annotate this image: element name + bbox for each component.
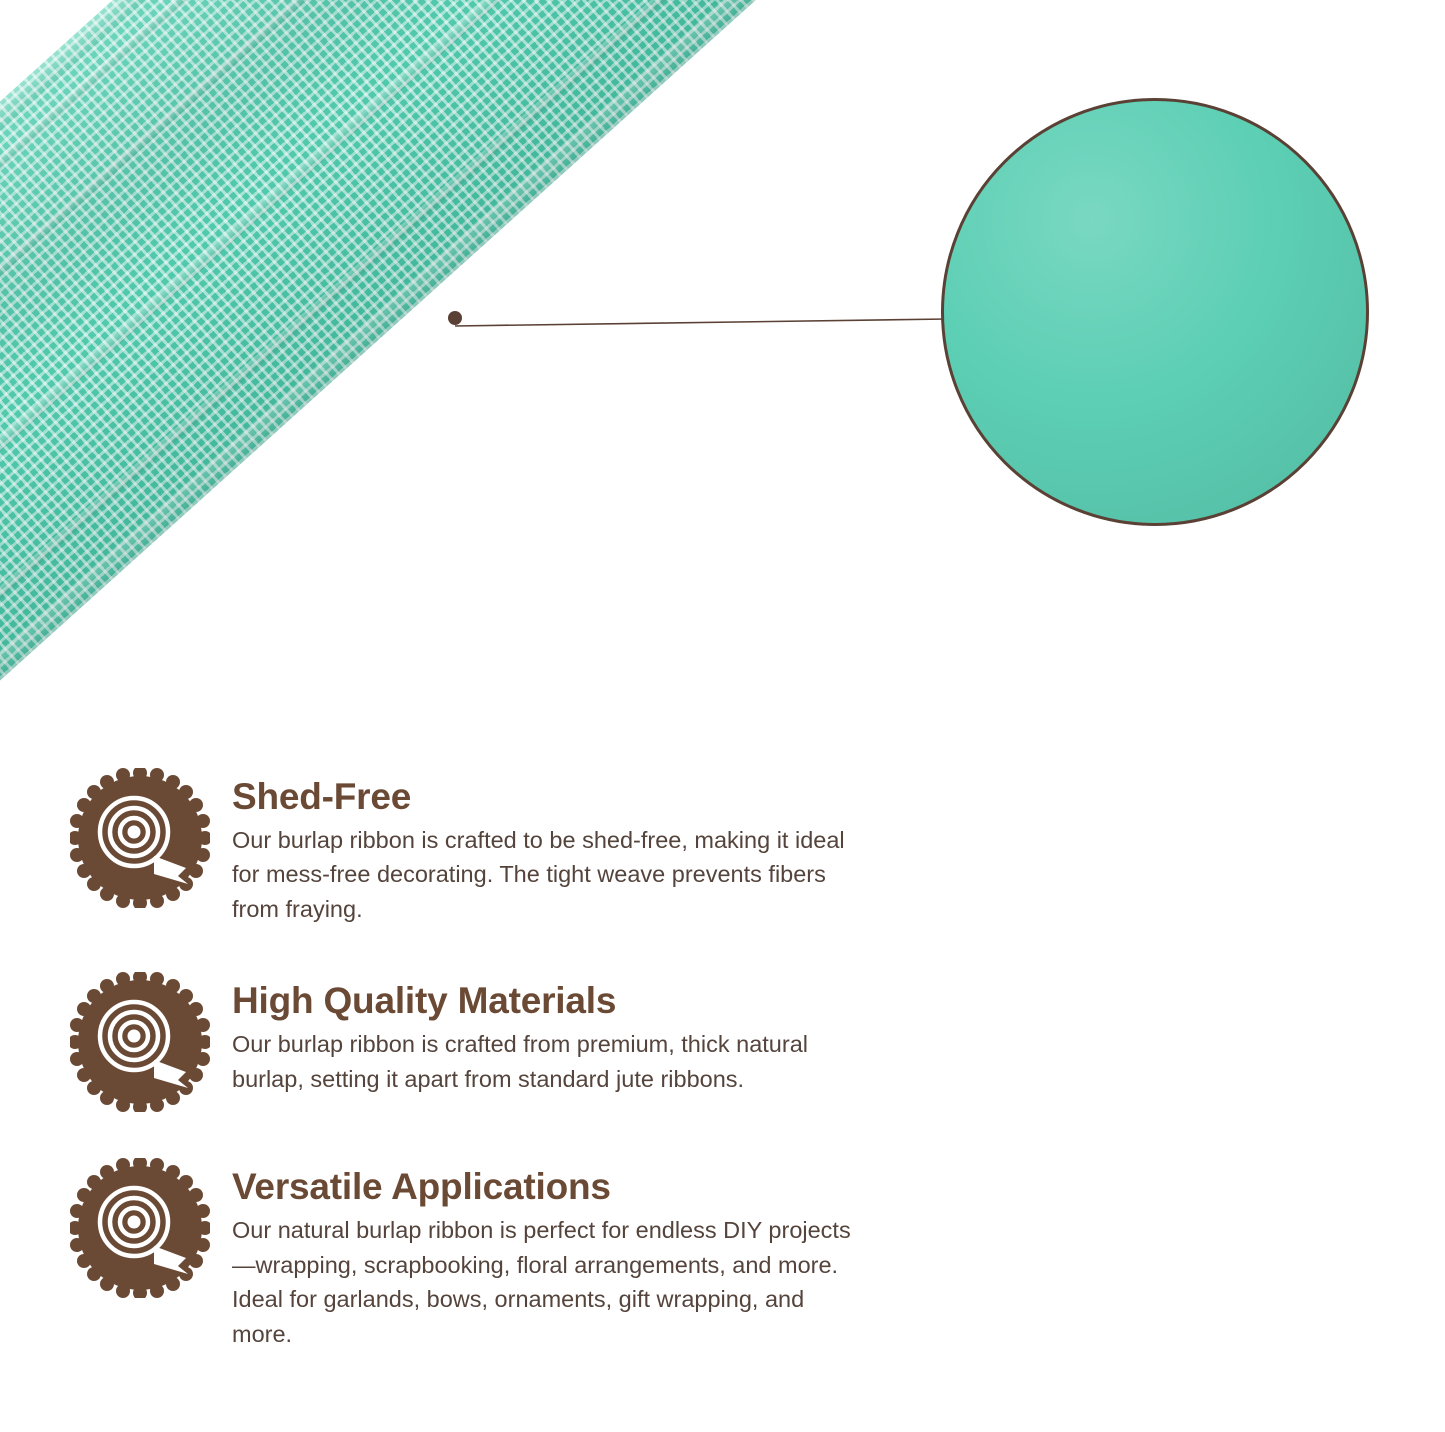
feature-description: Our burlap ribbon is crafted from premium, thick natural burlap, setting it apart from standard jute ribbons.: [232, 1031, 808, 1092]
feature-text: [232, 972, 872, 1096]
feature-description: Our burlap ribbon is crafted to be shed-free, making it ideal for mess-free decorating. The tight weave prevents fibers from fraying.: [232, 826, 845, 922]
feature-title: Shed-Free: [232, 776, 412, 817]
feature-text: [232, 1158, 857, 1351]
feature-text: [232, 768, 872, 926]
feature-item: [70, 768, 910, 926]
feature-description: Our natural burlap ribbon is perfect for endless DIY projects—wrapping, scrapbooking, floral arrangements, and more. Ideal for garlands, bows, ornaments, gift wrapping, and more.: [232, 1217, 851, 1347]
feature-title: High Quality Materials: [232, 980, 617, 1022]
zoom-shading: [944, 101, 1366, 523]
callout-leader-line: [455, 318, 947, 328]
callout-anchor-dot: [448, 311, 462, 325]
feature-title: Versatile Applications: [232, 1166, 611, 1208]
feature-item: [70, 1158, 910, 1351]
ribbon-roll-badge-icon: [70, 768, 210, 908]
feature-item: [70, 972, 910, 1112]
weave-zoom-circle: [941, 98, 1369, 526]
ribbon-roll-badge-icon: [70, 972, 210, 1112]
ribbon-roll-badge-icon: [70, 1158, 210, 1298]
feature-list: [70, 768, 910, 1397]
